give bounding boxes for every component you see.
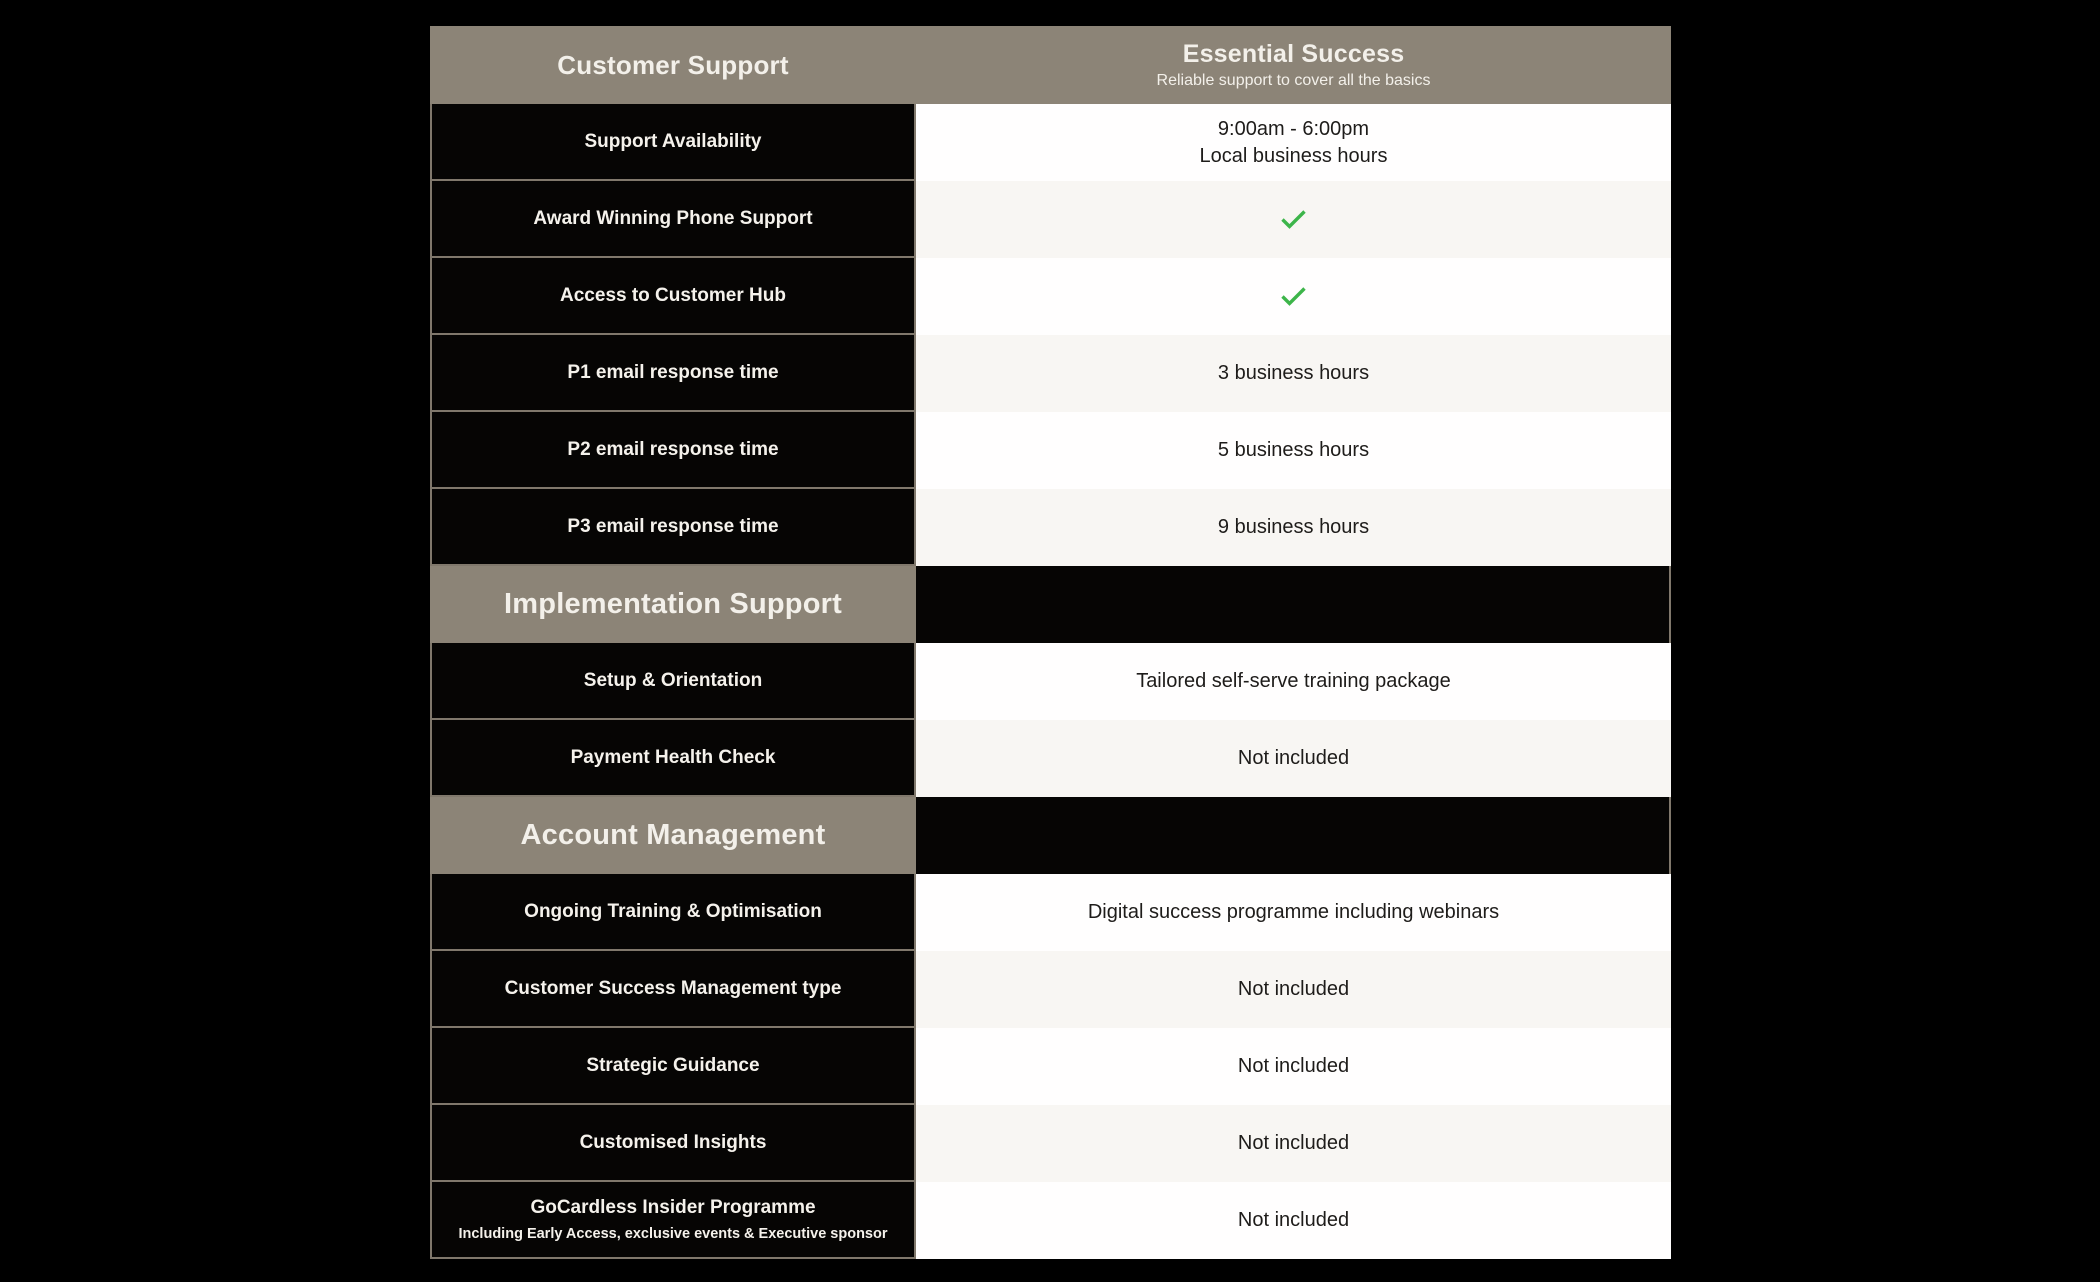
check-icon xyxy=(1280,286,1307,307)
section-title-cell xyxy=(430,566,916,643)
section-title: Implementation Support xyxy=(504,588,842,620)
category-header-cell xyxy=(430,26,916,104)
table-row xyxy=(430,1105,1671,1182)
table-row xyxy=(430,181,1671,258)
plan-subtitle: Reliable support to cover all the basics xyxy=(1156,72,1431,89)
feature-label: Customer Success Management type xyxy=(504,977,842,999)
feature-label-cell xyxy=(430,489,916,566)
plan-header-cell xyxy=(916,26,1671,104)
feature-label: Customised Insights xyxy=(579,1131,767,1153)
table-header-row xyxy=(430,26,1671,104)
feature-label-cell xyxy=(430,720,916,797)
feature-label: P2 email response time xyxy=(567,438,779,460)
feature-label-cell xyxy=(430,643,916,720)
feature-label-cell xyxy=(430,104,916,181)
feature-label-cell xyxy=(430,951,916,1028)
feature-value: Not included xyxy=(1237,1209,1350,1231)
feature-value: 5 business hours xyxy=(1217,439,1370,461)
table-row xyxy=(430,720,1671,797)
feature-value-cell xyxy=(916,1105,1671,1182)
section-title-cell xyxy=(430,797,916,874)
feature-label: GoCardless Insider Programme xyxy=(530,1197,816,1219)
feature-sublabel: Including Early Access, exclusive events & Executive sponsor xyxy=(458,1225,888,1242)
feature-value-cell xyxy=(916,874,1671,951)
table-row xyxy=(430,951,1671,1028)
feature-value-cell xyxy=(916,104,1671,181)
table-row xyxy=(430,104,1671,181)
feature-value: Not included xyxy=(1237,978,1350,1000)
table-row xyxy=(430,874,1671,951)
feature-value-cell xyxy=(916,1182,1671,1259)
feature-label: Strategic Guidance xyxy=(586,1054,760,1076)
feature-value: 3 business hours xyxy=(1217,362,1370,384)
feature-label-cell xyxy=(430,874,916,951)
feature-value-cell xyxy=(916,489,1671,566)
pricing-table xyxy=(430,26,1671,1259)
feature-label-cell xyxy=(430,181,916,258)
table-row xyxy=(430,412,1671,489)
feature-value: Not included xyxy=(1237,747,1350,769)
feature-value-cell xyxy=(916,643,1671,720)
feature-label-cell xyxy=(430,1182,916,1259)
feature-value: Not included xyxy=(1237,1132,1350,1154)
category-title: Customer Support xyxy=(557,49,789,80)
table-row xyxy=(430,1182,1671,1259)
feature-label: Access to Customer Hub xyxy=(560,284,786,306)
feature-value-cell xyxy=(916,951,1671,1028)
table-row xyxy=(430,258,1671,335)
table-row xyxy=(430,643,1671,720)
feature-label: Award Winning Phone Support xyxy=(533,207,813,229)
feature-label: Ongoing Training & Optimisation xyxy=(524,900,822,922)
value-line-2: Local business hours xyxy=(1199,144,1388,167)
feature-label: Setup & Orientation xyxy=(583,669,763,691)
section-header-row xyxy=(430,797,1671,874)
section-spacer-cell xyxy=(916,566,1671,643)
feature-label-cell xyxy=(430,1028,916,1105)
feature-value: Digital success programme including webinars xyxy=(1087,901,1500,923)
feature-value: Not included xyxy=(1237,1055,1350,1077)
feature-value-cell xyxy=(916,181,1671,258)
feature-value-cell xyxy=(916,720,1671,797)
table-row xyxy=(430,489,1671,566)
section-header-row xyxy=(430,566,1671,643)
value-line-1: 9:00am - 6:00pm xyxy=(1217,117,1370,140)
section-title: Account Management xyxy=(520,819,826,851)
feature-value: Tailored self-serve training package xyxy=(1136,670,1451,692)
table-row xyxy=(430,1028,1671,1105)
feature-value-cell xyxy=(916,335,1671,412)
table-row xyxy=(430,335,1671,412)
feature-label-cell xyxy=(430,335,916,412)
feature-value-cell xyxy=(916,412,1671,489)
feature-label: P3 email response time xyxy=(567,515,779,537)
feature-value-cell xyxy=(916,1028,1671,1105)
feature-label-cell xyxy=(430,412,916,489)
feature-label: P1 email response time xyxy=(567,361,779,383)
feature-label: Support Availability xyxy=(584,130,762,152)
section-spacer-cell xyxy=(916,797,1671,874)
plan-title: Essential Success xyxy=(1182,40,1405,68)
check-icon xyxy=(1280,209,1307,230)
feature-label: Payment Health Check xyxy=(570,746,776,768)
feature-value: 9 business hours xyxy=(1217,516,1370,538)
feature-label-cell xyxy=(430,1105,916,1182)
feature-value-cell xyxy=(916,258,1671,335)
feature-label-cell xyxy=(430,258,916,335)
